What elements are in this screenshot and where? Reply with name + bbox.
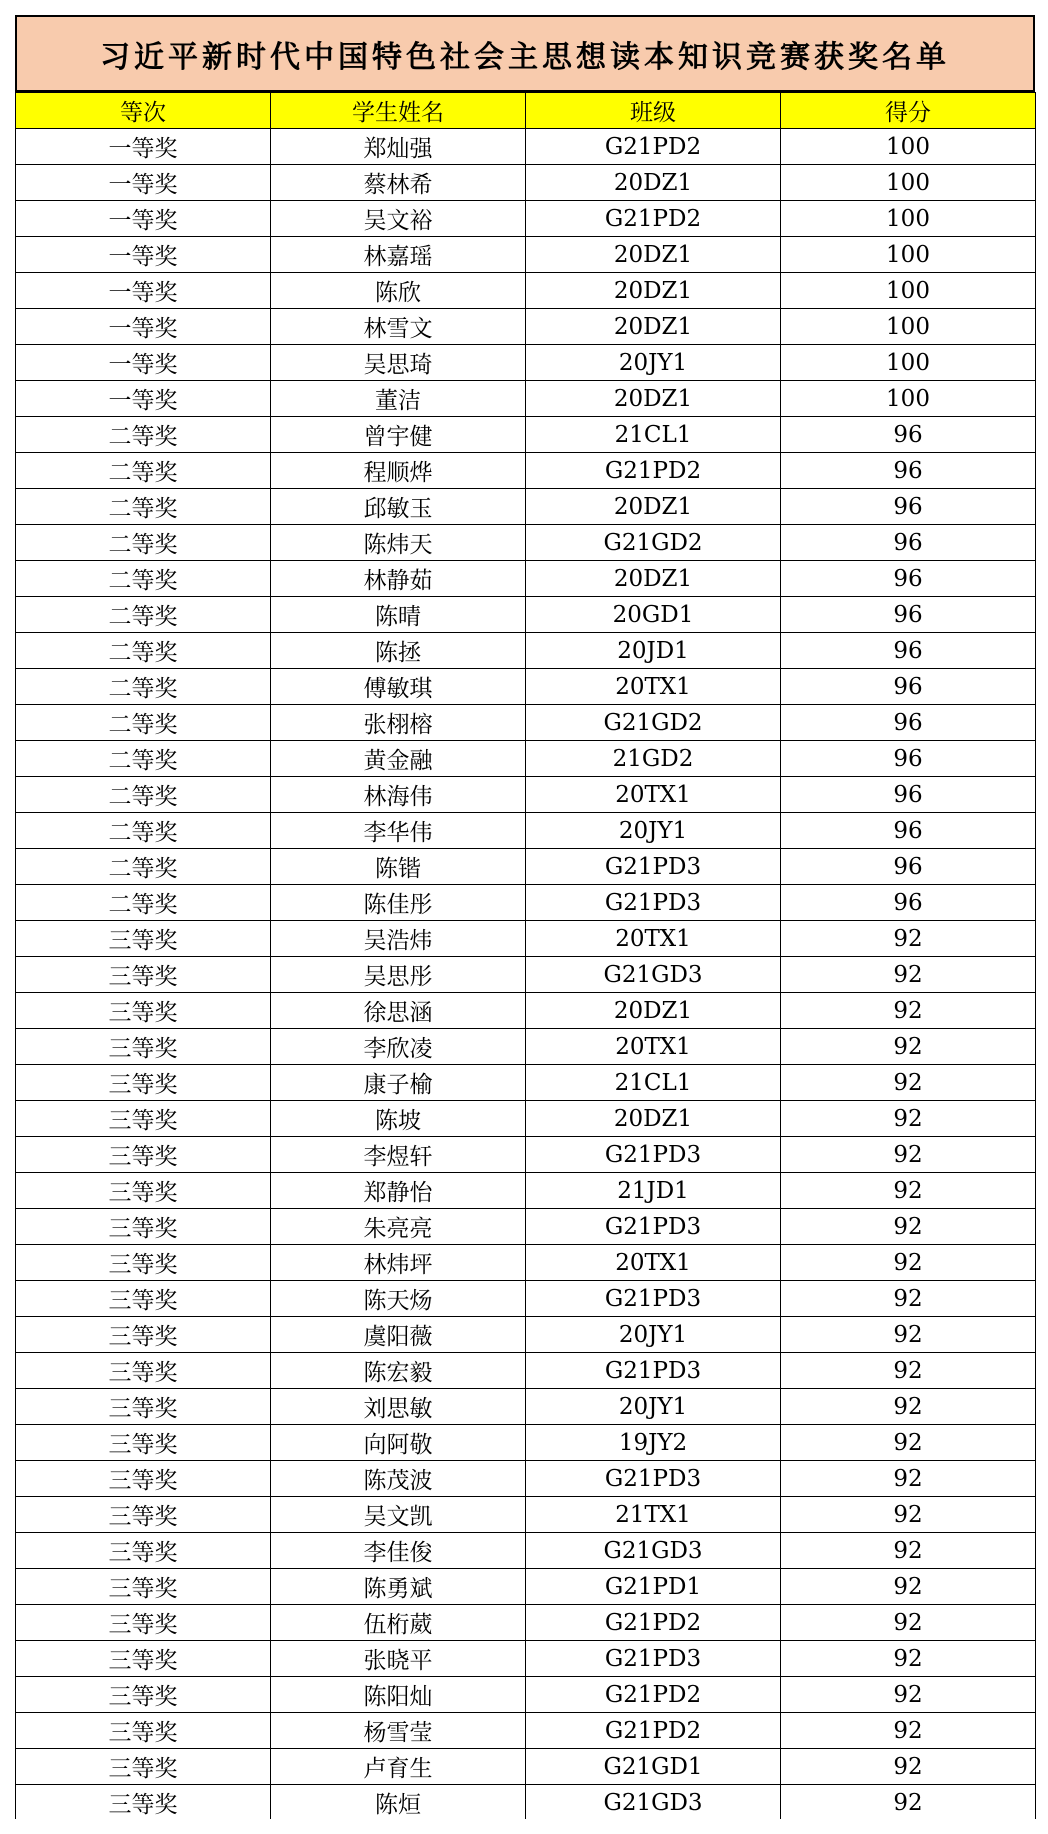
cell-student-name: 陈晴	[271, 597, 526, 633]
cell-score: 96	[781, 489, 1036, 525]
cell-rank: 二等奖	[16, 705, 271, 741]
cell-class: G21PD3	[526, 1353, 781, 1389]
cell-rank: 三等奖	[16, 1029, 271, 1065]
cell-rank: 二等奖	[16, 813, 271, 849]
cell-class: G21PD2	[526, 1677, 781, 1713]
cell-class: G21GD3	[526, 1533, 781, 1569]
cell-class: G21PD3	[526, 1641, 781, 1677]
cell-score: 96	[781, 633, 1036, 669]
table-row	[16, 1497, 1036, 1533]
cell-rank: 三等奖	[16, 1317, 271, 1353]
cell-rank: 一等奖	[16, 129, 271, 165]
cell-score: 92	[781, 1029, 1036, 1065]
cell-score: 92	[781, 1533, 1036, 1569]
cell-rank: 三等奖	[16, 1497, 271, 1533]
page-title: 习近平新时代中国特色社会主思想读本知识竞赛获奖名单	[15, 15, 1035, 92]
cell-student-name: 董洁	[271, 381, 526, 417]
cell-score: 96	[781, 813, 1036, 849]
cell-score: 92	[781, 1461, 1036, 1497]
cell-student-name: 陈天炀	[271, 1281, 526, 1317]
cell-rank: 一等奖	[16, 237, 271, 273]
table-row	[16, 1101, 1036, 1137]
cell-score: 96	[781, 741, 1036, 777]
cell-class: 20JY1	[526, 813, 781, 849]
table-body	[16, 129, 1036, 1821]
cell-student-name: 林炜坪	[271, 1245, 526, 1281]
cell-score: 92	[781, 1317, 1036, 1353]
cell-class: G21PD3	[526, 1281, 781, 1317]
cell-rank: 三等奖	[16, 1101, 271, 1137]
cell-student-name: 陈锴	[271, 849, 526, 885]
cell-score: 100	[781, 129, 1036, 165]
cell-score: 92	[781, 1389, 1036, 1425]
cell-class: 20JY1	[526, 345, 781, 381]
cell-student-name: 卢育生	[271, 1749, 526, 1785]
cell-class: 20DZ1	[526, 309, 781, 345]
cell-class: G21GD2	[526, 705, 781, 741]
table-row	[16, 1245, 1036, 1281]
cell-rank: 二等奖	[16, 453, 271, 489]
table-row	[16, 381, 1036, 417]
cell-rank: 二等奖	[16, 633, 271, 669]
cell-student-name: 陈宏毅	[271, 1353, 526, 1389]
cell-student-name: 康子榆	[271, 1065, 526, 1101]
cell-score: 92	[781, 1245, 1036, 1281]
cell-class: 21JD1	[526, 1173, 781, 1209]
cell-rank: 二等奖	[16, 849, 271, 885]
table-row	[16, 1281, 1036, 1317]
table-row	[16, 129, 1036, 165]
cell-score: 96	[781, 669, 1036, 705]
cell-student-name: 邱敏玉	[271, 489, 526, 525]
cell-rank: 三等奖	[16, 1065, 271, 1101]
cell-student-name: 向阿敬	[271, 1425, 526, 1461]
cell-rank: 三等奖	[16, 1137, 271, 1173]
cell-rank: 三等奖	[16, 921, 271, 957]
cell-score: 92	[781, 1605, 1036, 1641]
table-row	[16, 1749, 1036, 1785]
cell-rank: 一等奖	[16, 381, 271, 417]
cell-class: G21PD1	[526, 1569, 781, 1605]
cell-class: 21CL1	[526, 417, 781, 453]
cell-class: 20DZ1	[526, 993, 781, 1029]
cell-class: G21GD3	[526, 1785, 781, 1821]
cell-student-name: 陈坡	[271, 1101, 526, 1137]
header-class: 班级	[526, 93, 781, 129]
cell-score: 92	[781, 1641, 1036, 1677]
cell-rank: 一等奖	[16, 201, 271, 237]
table-row	[16, 525, 1036, 561]
cell-class: G21PD2	[526, 1605, 781, 1641]
cell-student-name: 蔡林希	[271, 165, 526, 201]
cell-class: 19JY2	[526, 1425, 781, 1461]
award-list-sheet	[15, 15, 1035, 1821]
table-row	[16, 561, 1036, 597]
cell-student-name: 吴思琦	[271, 345, 526, 381]
cell-student-name: 陈勇斌	[271, 1569, 526, 1605]
cell-student-name: 林雪文	[271, 309, 526, 345]
cell-score: 100	[781, 201, 1036, 237]
cell-rank: 三等奖	[16, 1353, 271, 1389]
cell-score: 92	[781, 1209, 1036, 1245]
cell-score: 100	[781, 309, 1036, 345]
cell-score: 100	[781, 237, 1036, 273]
cell-rank: 二等奖	[16, 417, 271, 453]
cell-student-name: 郑灿强	[271, 129, 526, 165]
cell-class: 20JY1	[526, 1389, 781, 1425]
cell-class: 20TX1	[526, 669, 781, 705]
cell-rank: 二等奖	[16, 741, 271, 777]
cell-student-name: 陈茂波	[271, 1461, 526, 1497]
cell-student-name: 程顺烨	[271, 453, 526, 489]
cell-student-name: 吴文凯	[271, 1497, 526, 1533]
cell-rank: 一等奖	[16, 273, 271, 309]
table-row	[16, 309, 1036, 345]
cell-rank: 三等奖	[16, 1605, 271, 1641]
table-row	[16, 1713, 1036, 1749]
cell-score: 96	[781, 705, 1036, 741]
cell-class: 21CL1	[526, 1065, 781, 1101]
cell-student-name: 陈欣	[271, 273, 526, 309]
cell-score: 92	[781, 993, 1036, 1029]
cell-class: 20DZ1	[526, 561, 781, 597]
cell-score: 92	[781, 1749, 1036, 1785]
cell-rank: 三等奖	[16, 1389, 271, 1425]
cell-rank: 二等奖	[16, 489, 271, 525]
cell-class: 20DZ1	[526, 273, 781, 309]
cell-student-name: 李煜轩	[271, 1137, 526, 1173]
table-row	[16, 489, 1036, 525]
cell-rank: 一等奖	[16, 165, 271, 201]
cell-score: 92	[781, 1281, 1036, 1317]
cell-class: G21GD3	[526, 957, 781, 993]
cell-class: 20TX1	[526, 1029, 781, 1065]
cell-class: 21GD2	[526, 741, 781, 777]
cell-student-name: 李华伟	[271, 813, 526, 849]
cell-score: 96	[781, 885, 1036, 921]
cell-student-name: 刘思敏	[271, 1389, 526, 1425]
cell-rank: 三等奖	[16, 957, 271, 993]
cell-rank: 二等奖	[16, 885, 271, 921]
cell-score: 92	[781, 1569, 1036, 1605]
cell-rank: 三等奖	[16, 1641, 271, 1677]
table-row	[16, 921, 1036, 957]
table-row	[16, 273, 1036, 309]
cell-score: 100	[781, 345, 1036, 381]
cell-score: 92	[781, 1065, 1036, 1101]
cell-rank: 二等奖	[16, 777, 271, 813]
table-row	[16, 1353, 1036, 1389]
cell-student-name: 陈拯	[271, 633, 526, 669]
table-row	[16, 1785, 1036, 1821]
cell-student-name: 曾宇健	[271, 417, 526, 453]
cell-class: G21PD3	[526, 885, 781, 921]
cell-score: 92	[781, 1101, 1036, 1137]
cell-student-name: 陈佳彤	[271, 885, 526, 921]
cell-rank: 三等奖	[16, 1245, 271, 1281]
table-row	[16, 597, 1036, 633]
table-row	[16, 1569, 1036, 1605]
cell-student-name: 吴浩炜	[271, 921, 526, 957]
table-row	[16, 1533, 1036, 1569]
table-row	[16, 417, 1036, 453]
header-score: 得分	[781, 93, 1036, 129]
cell-rank: 三等奖	[16, 1749, 271, 1785]
cell-rank: 三等奖	[16, 993, 271, 1029]
cell-score: 92	[781, 921, 1036, 957]
table-row	[16, 777, 1036, 813]
cell-score: 96	[781, 597, 1036, 633]
cell-class: 20GD1	[526, 597, 781, 633]
table-row	[16, 1605, 1036, 1641]
cell-student-name: 伍桁葳	[271, 1605, 526, 1641]
cell-rank: 二等奖	[16, 597, 271, 633]
cell-student-name: 虞阳薇	[271, 1317, 526, 1353]
cell-student-name: 朱亮亮	[271, 1209, 526, 1245]
table-row	[16, 1317, 1036, 1353]
cell-class: G21PD3	[526, 849, 781, 885]
header-student-name: 学生姓名	[271, 93, 526, 129]
cell-score: 96	[781, 417, 1036, 453]
cell-score: 92	[781, 1353, 1036, 1389]
award-table	[15, 92, 1036, 1821]
table-row	[16, 1029, 1036, 1065]
cell-score: 92	[781, 1425, 1036, 1461]
cell-student-name: 林嘉瑶	[271, 237, 526, 273]
cell-score: 96	[781, 561, 1036, 597]
cell-class: 20DZ1	[526, 1101, 781, 1137]
cell-class: G21PD2	[526, 129, 781, 165]
table-row	[16, 741, 1036, 777]
table-header-row	[16, 93, 1036, 129]
cell-student-name: 林静茹	[271, 561, 526, 597]
cell-class: 20JD1	[526, 633, 781, 669]
table-row	[16, 957, 1036, 993]
cell-score: 96	[781, 453, 1036, 489]
cell-student-name: 吴思彤	[271, 957, 526, 993]
table-row	[16, 633, 1036, 669]
cell-score: 92	[781, 957, 1036, 993]
table-row	[16, 849, 1036, 885]
cell-student-name: 傅敏琪	[271, 669, 526, 705]
cell-score: 96	[781, 525, 1036, 561]
table-row	[16, 165, 1036, 201]
cell-class: G21GD2	[526, 525, 781, 561]
cell-score: 92	[781, 1713, 1036, 1749]
cell-class: G21PD2	[526, 1713, 781, 1749]
table-row	[16, 345, 1036, 381]
cell-score: 100	[781, 273, 1036, 309]
cell-rank: 三等奖	[16, 1173, 271, 1209]
cell-student-name: 张晓平	[271, 1641, 526, 1677]
table-row	[16, 885, 1036, 921]
header-rank: 等次	[16, 93, 271, 129]
cell-rank: 三等奖	[16, 1713, 271, 1749]
table-row	[16, 1461, 1036, 1497]
cell-student-name: 陈阳灿	[271, 1677, 526, 1713]
cell-score: 92	[781, 1785, 1036, 1821]
cell-class: 20TX1	[526, 1245, 781, 1281]
cell-student-name: 徐思涵	[271, 993, 526, 1029]
cell-score: 96	[781, 777, 1036, 813]
cell-class: 20DZ1	[526, 489, 781, 525]
table-row	[16, 993, 1036, 1029]
page-bottom-edge	[0, 1819, 1048, 1834]
cell-rank: 三等奖	[16, 1785, 271, 1821]
cell-rank: 三等奖	[16, 1209, 271, 1245]
cell-class: G21PD3	[526, 1137, 781, 1173]
cell-student-name: 黄金融	[271, 741, 526, 777]
cell-score: 92	[781, 1137, 1036, 1173]
cell-score: 92	[781, 1497, 1036, 1533]
cell-score: 92	[781, 1173, 1036, 1209]
cell-class: 21TX1	[526, 1497, 781, 1533]
cell-rank: 三等奖	[16, 1569, 271, 1605]
cell-class: G21GD1	[526, 1749, 781, 1785]
cell-rank: 三等奖	[16, 1677, 271, 1713]
cell-student-name: 李佳俊	[271, 1533, 526, 1569]
cell-class: G21PD3	[526, 1209, 781, 1245]
table-row	[16, 1677, 1036, 1713]
cell-student-name: 陈烜	[271, 1785, 526, 1821]
cell-class: G21PD3	[526, 1461, 781, 1497]
table-row	[16, 1425, 1036, 1461]
cell-class: 20TX1	[526, 921, 781, 957]
cell-student-name: 林海伟	[271, 777, 526, 813]
table-row	[16, 1065, 1036, 1101]
cell-class: 20JY1	[526, 1317, 781, 1353]
cell-score: 100	[781, 165, 1036, 201]
cell-class: G21PD2	[526, 453, 781, 489]
cell-student-name: 杨雪莹	[271, 1713, 526, 1749]
cell-student-name: 李欣凌	[271, 1029, 526, 1065]
table-row	[16, 813, 1036, 849]
table-row	[16, 1641, 1036, 1677]
cell-score: 100	[781, 381, 1036, 417]
cell-class: G21PD2	[526, 201, 781, 237]
cell-student-name: 吴文裕	[271, 201, 526, 237]
cell-student-name: 陈炜天	[271, 525, 526, 561]
table-row	[16, 201, 1036, 237]
cell-score: 96	[781, 849, 1036, 885]
cell-rank: 三等奖	[16, 1461, 271, 1497]
cell-class: 20DZ1	[526, 237, 781, 273]
cell-rank: 一等奖	[16, 309, 271, 345]
table-row	[16, 453, 1036, 489]
cell-student-name: 张栩榕	[271, 705, 526, 741]
cell-class: 20DZ1	[526, 381, 781, 417]
table-row	[16, 1389, 1036, 1425]
cell-rank: 三等奖	[16, 1425, 271, 1461]
cell-rank: 二等奖	[16, 669, 271, 705]
table-row	[16, 705, 1036, 741]
table-row	[16, 1209, 1036, 1245]
cell-class: 20DZ1	[526, 165, 781, 201]
cell-student-name: 郑静怡	[271, 1173, 526, 1209]
table-row	[16, 237, 1036, 273]
cell-rank: 二等奖	[16, 561, 271, 597]
cell-rank: 一等奖	[16, 345, 271, 381]
table-row	[16, 1173, 1036, 1209]
cell-rank: 三等奖	[16, 1281, 271, 1317]
cell-rank: 二等奖	[16, 525, 271, 561]
cell-class: 20TX1	[526, 777, 781, 813]
table-row	[16, 669, 1036, 705]
cell-score: 92	[781, 1677, 1036, 1713]
cell-rank: 三等奖	[16, 1533, 271, 1569]
table-row	[16, 1137, 1036, 1173]
